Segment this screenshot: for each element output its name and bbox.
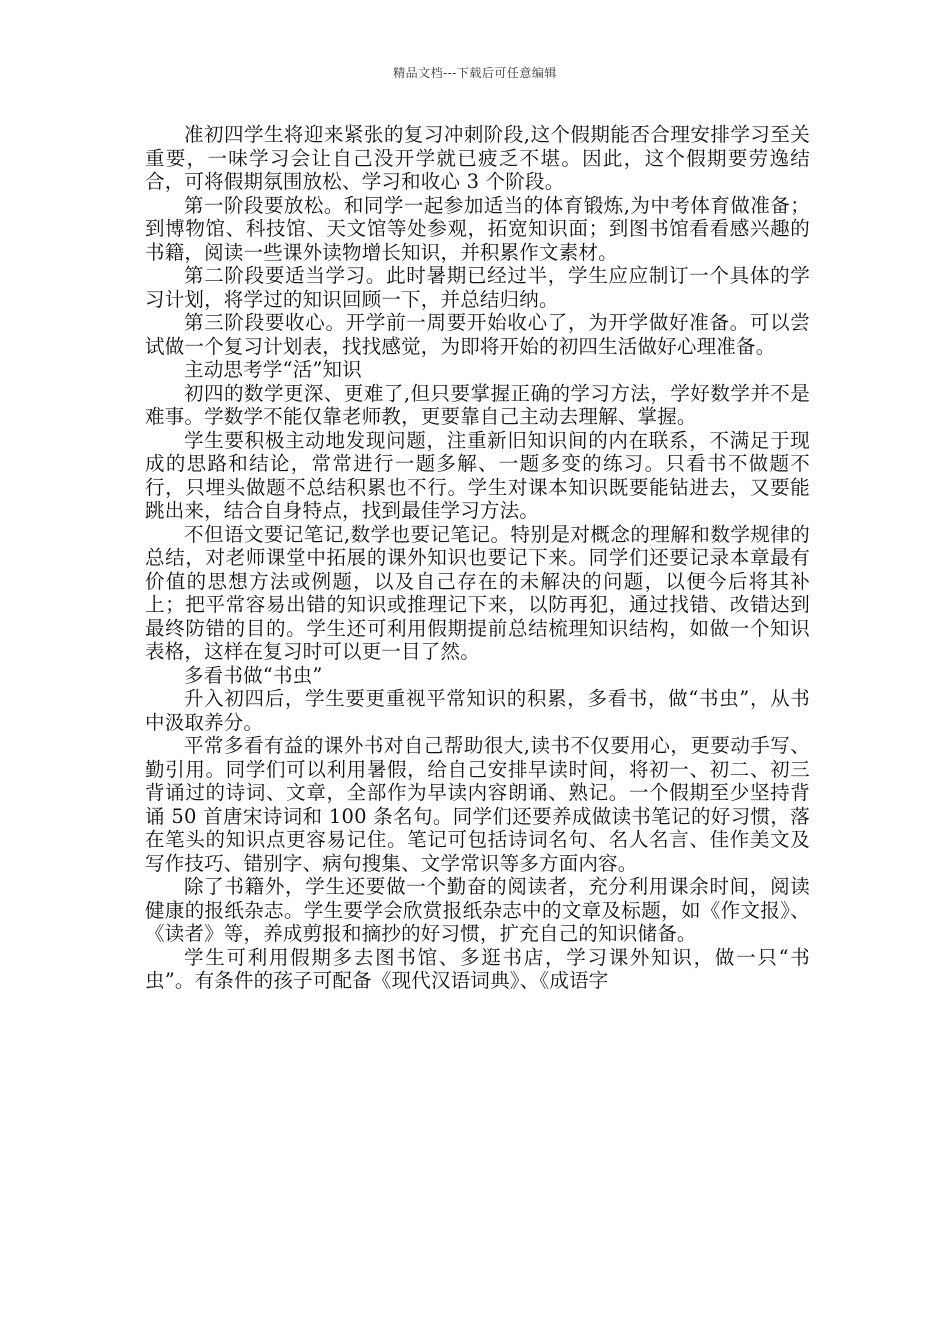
paragraph-stage-two: 第二阶段要适当学习。此时暑期已经过半，学生应应制订一个具体的学习计划，将学过的知识回顾一下，并总结归纳。 [145,264,810,311]
paragraph-reading-library: 学生可利用假期多去图书馆、多逛书店，学习课外知识，做一只“书虫”。有条件的孩子可配备《现代汉语词典》、《成语字 [145,945,810,992]
page-header: 精品文档---下载后可任意编辑 [393,66,557,80]
paragraph-math-problems: 学生要积极主动地发现问题，注重新旧知识间的内在联系，不满足于现成的思路和结论，常常进行一题多解、一题多变的练习。只看书不做题不行，只埋头做题不总结积累也不行。学生对课本知识既要能钻进去，又要能跳出来，结合自身特点，找到最佳学习方法。 [145,428,810,522]
paragraph-math-notes: 不但语文要记笔记,数学也要记笔记。特别是对概念的理解和数学规律的总结，对老师课堂中拓展的课外知识也要记下来。同学们还要记录本章最有价值的思想方法或例题，以及自己存在的未解决的问题，以便今后将其补上；把平常容易出错的知识或推理记下来，以防再犯，通过找错、改错达到最终防错的目的。学生还可利用假期提前总结梳理知识结构，如做一个知识表格，这样在复习时可以更一目了然。 [145,522,810,663]
paragraph-math-intro: 初四的数学更深、更难了,但只要掌握正确的学习方法，学好数学并不是难事。学数学不能仅靠老师教，更要靠自己主动去理解、掌握。 [145,381,810,428]
paragraph-reading-books: 平常多看有益的课外书对自己帮助很大,读书不仅要用心，更要动手写、勤引用。同学们可以利用暑假，给自己安排早读时间，将初一、初二、初三背诵过的诗词、文章，全部作为早读内容朗诵、熟记。一个假期至少坚持背诵 50 首唐宋诗词和 100 条名句。同学们还要养成做读书笔记的好习惯，落在笔头的知识点更容易记住。笔记可包括诗词名句、名人名言、佳作美文及写作技巧、错别字、病句搜集、文学常识等多方面内容。 [145,734,810,875]
paragraph-reading-newspapers: 除了书籍外，学生还要做一个勤奋的阅读者，充分利用课余时间，阅读健康的报纸杂志。学生要学会欣赏报纸杂志中的文章及标题，如《作文报》、《读者》等，养成剪报和摘抄的好习惯，扩充自己的知识储备。 [145,875,810,945]
document-body [145,123,810,993]
paragraph-stage-three: 第三阶段要收心。开学前一周要开始收心了，为开学做好准备。可以尝试做一个复习计划表，找找感觉，为即将开始的初四生活做好心理准备。 [145,311,810,358]
section-heading-bookworm: 多看书做“书虫” [184,663,323,687]
paragraph-stage-one: 第一阶段要放松。和同学一起参加适当的体育锻炼,为中考体育做准备；到博物馆、科技馆、天文馆等处参观，拓宽知识面；到图书馆看看感兴趣的书籍，阅读一些课外读物增长知识，并积累作文素材。 [145,193,810,264]
paragraph-intro: 准初四学生将迎来紧张的复习冲刺阶段,这个假期能否合理安排学习至关重要，一味学习会让自己没开学就已疲乏不堪。因此，这个假期要劳逸结合，可将假期氛围放松、学习和收心 3 个阶段。 [145,123,810,193]
paragraph-reading-intro: 升入初四后，学生要更重视平常知识的积累，多看书，做“书虫”，从书中汲取养分。 [145,687,810,734]
section-heading-active-thinking: 主动思考学“活”知识 [184,358,362,381]
